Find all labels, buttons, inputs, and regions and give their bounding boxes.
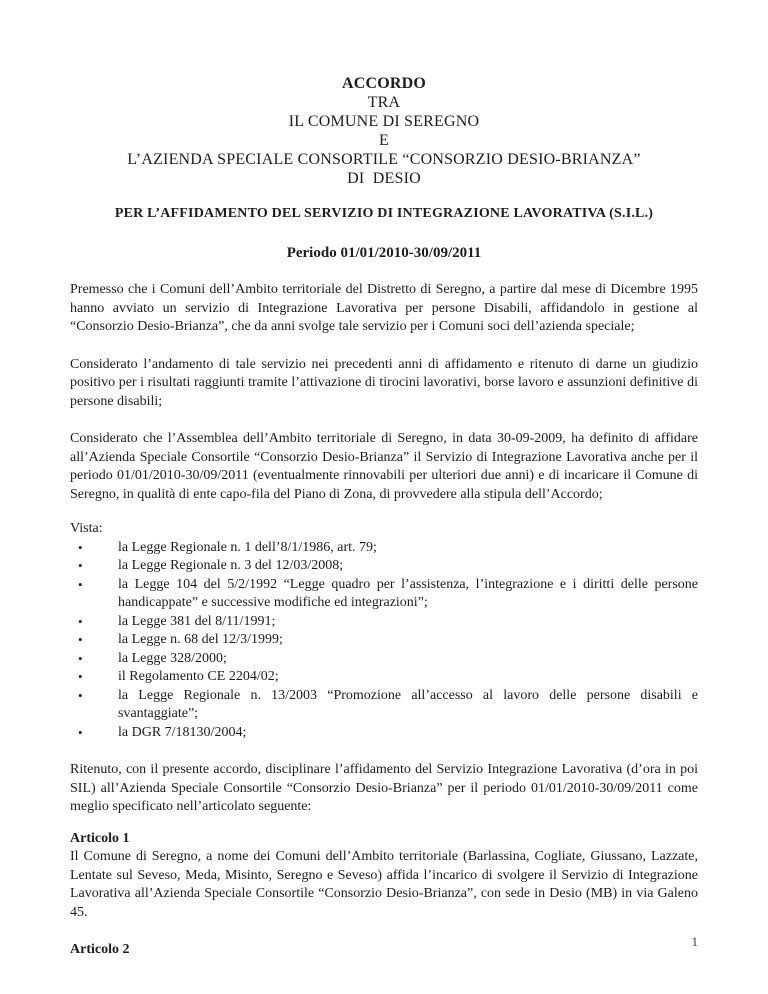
list-item bbox=[70, 650, 698, 669]
paragraph-ritenuto: Ritenuto, con il presente accordo, disciplinare l’affidamento del Servizio Integrazione Lavorativa (d’ora in poi SIL) all’Azienda Speciale Consortile “Consorzio Desio-Brianza” per il periodo 01/01/2010-30/09/2011 come meglio specificato nell’articolato seguente: bbox=[70, 762, 698, 814]
list-item-text: la Legge Regionale n. 13/2003 “Promozione all’accesso al lavoro delle persone disabili e svantaggiate”; bbox=[118, 687, 698, 721]
bullet-icon: • bbox=[78, 724, 83, 740]
document-title: ACCORDO bbox=[341, 75, 427, 92]
title-line-azienda: L’AZIENDA SPECIALE CONSORTILE “CONSORZIO DESIO-BRIANZA” bbox=[127, 151, 641, 168]
article-1-heading: Articolo 1 bbox=[70, 830, 130, 846]
title-line-comune: IL COMUNE DI SEREGNO bbox=[288, 113, 480, 130]
page-number: 1 bbox=[691, 934, 698, 949]
list-item bbox=[70, 724, 698, 743]
list-item bbox=[70, 576, 698, 613]
paragraph-premesso: Premesso che i Comuni dell’Ambito territoriale del Distretto di Seregno, a partire dal mese di Dicembre 1995 hanno avviato un servizio di Integrazione Lavorativa per persone Disabili, affidandolo in gestione al “Consorzio Desio-Brianza”, che da anni svolge tale servizio per i Comuni soci dell’azienda speciale; bbox=[70, 282, 698, 334]
list-item-text: la Legge Regionale n. 1 dell’8/1/1986, art. 79; bbox=[118, 539, 377, 555]
bullet-icon: • bbox=[78, 576, 83, 592]
list-item bbox=[70, 539, 698, 558]
list-item bbox=[70, 687, 698, 724]
list-item-text: la Legge n. 68 del 12/3/1999; bbox=[118, 632, 283, 647]
list-item-text: la DGR 7/18130/2004; bbox=[118, 724, 247, 740]
paragraph-considerato-2: Considerato che l’Assemblea dell’Ambito territoriale di Seregno, in data 30-09-2009, ha definito di affidare all’Azienda Speciale Consortile “Consorzio Desio-Brianza” il Servizio di Integrazione Lavorativa anche per il periodo 01/01/2010-30/09/2011 (eventualmente rinnovabili per ulteriori due anni) e di incaricare il Comune di Seregno, in qualità di ente capo-fila del Piano di Zona, di provvedere alla stipula dell’Accordo; bbox=[70, 431, 698, 502]
article-1-body: Il Comune di Seregno, a nome dei Comuni dell’Ambito territoriale (Barlassina, Cogliate, Giussano, Lazzate, Lentate sul Seveso, Meda, Misinto, Seregno e Seveso) affida l’incarico di svolgere il Servizio di Integrazione Lavorativa all’Azienda Speciale Consortile “Consorzio Desio-Brianza”, con sede in Desio (MB) in via Galeno 45. bbox=[70, 849, 698, 920]
list-item-text: la Legge Regionale n. 3 del 12/03/2008; bbox=[118, 558, 344, 573]
list-item-text: la Legge 104 del 5/2/1992 “Legge quadro per l’assistenza, l’integrazione e i diritti delle persone handicappate” e successive modifiche ed integrazioni”; bbox=[118, 576, 698, 610]
document-period: Periodo 01/01/2010-30/09/2011 bbox=[286, 245, 482, 261]
list-item bbox=[70, 631, 698, 650]
vista-label: Vista: bbox=[70, 521, 103, 536]
article-2-heading: Articolo 2 bbox=[70, 942, 130, 957]
list-item bbox=[70, 613, 698, 632]
list-item bbox=[70, 557, 698, 576]
bullet-icon: • bbox=[78, 650, 83, 666]
bullet-icon: • bbox=[78, 613, 83, 629]
document-content bbox=[70, 0, 698, 960]
vista-list bbox=[70, 539, 698, 743]
paragraph-considerato-1: Considerato l’andamento di tale servizio nei precedenti anni di affidamento e ritenuto di darne un giudizio positivo per i risultati raggiunti tramite l’attivazione di tirocini lavorativi, borse lavoro e assunzioni definitive di persone disabili; bbox=[70, 356, 698, 409]
list-item-text: il Regolamento CE 2204/02; bbox=[118, 669, 279, 684]
list-item-text: la Legge 381 del 8/11/1991; bbox=[118, 613, 276, 629]
document-subject: PER L’AFFIDAMENTO DEL SERVIZIO DI INTEGRAZIONE LAVORATIVA (S.I.L.) bbox=[114, 206, 654, 221]
bullet-icon: • bbox=[78, 558, 83, 573]
title-block bbox=[70, 74, 698, 188]
list-item bbox=[70, 668, 698, 687]
title-line-e: E bbox=[379, 132, 389, 149]
bullet-icon: • bbox=[78, 669, 83, 684]
list-item-text: la Legge 328/2000; bbox=[118, 650, 227, 666]
bullet-icon: • bbox=[78, 687, 83, 703]
title-line-desio: DI DESIO bbox=[347, 170, 421, 187]
title-line-tra: TRA bbox=[367, 94, 401, 111]
bullet-icon: • bbox=[78, 539, 83, 555]
bullet-icon: • bbox=[78, 632, 83, 647]
